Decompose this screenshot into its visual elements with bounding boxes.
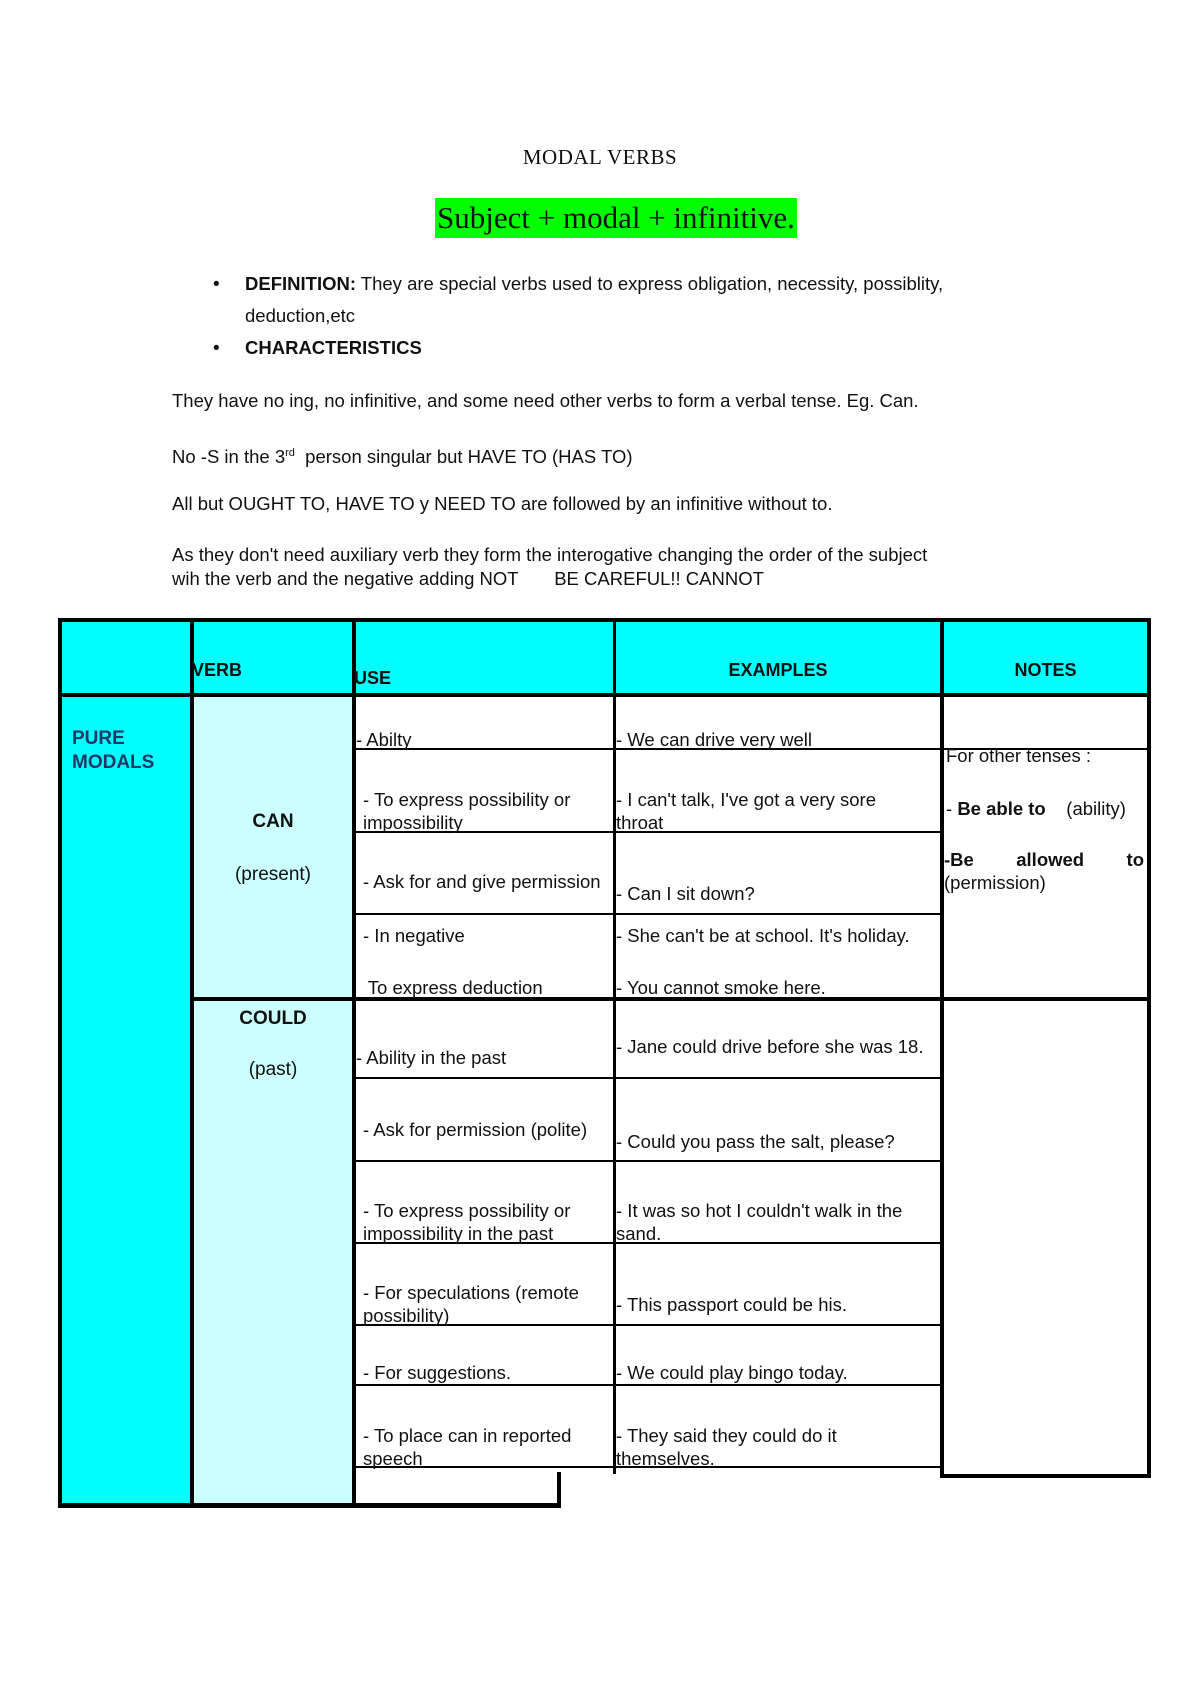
paragraph-2 xyxy=(172,441,1034,469)
notes-ability: - Be able to (ability) xyxy=(946,798,1126,819)
paragraph-4-line1: As they don't need auxiliary verb they form the interogative changing the order of the subject xyxy=(172,544,928,565)
notes-to: to xyxy=(1126,849,1144,870)
notes-allowed-word: allowed xyxy=(1016,849,1085,870)
header-verb: VERB xyxy=(192,660,243,680)
header-examples: EXAMPLES xyxy=(728,660,828,680)
example-cell: - She can't be at school. It's holiday. xyxy=(616,925,910,946)
example-cell: - Can I sit down? xyxy=(616,883,755,904)
notes-border-bottom xyxy=(942,1474,1151,1478)
characteristics-label: CHARACTERISTICS xyxy=(245,337,422,358)
bullet-dot: • xyxy=(213,274,220,295)
p2-after: person singular but HAVE TO (HAS TO) xyxy=(294,446,633,468)
example-cell: - They said they could do it themselves. xyxy=(616,1425,837,1469)
verb-could-tense: (past) xyxy=(248,1059,298,1080)
example-cell: - It was so hot I couldn't walk in the sand. xyxy=(616,1200,903,1244)
example-cell: - Jane could drive before she was 18. xyxy=(616,1036,924,1057)
table-border-bottom-left xyxy=(58,1503,561,1508)
use-cell: - To express possibility or impossibility xyxy=(363,789,571,833)
row-line xyxy=(356,913,940,915)
example-cell: - We could play bingo today. xyxy=(616,1362,848,1383)
header-use: USE xyxy=(354,668,392,688)
table-border-step xyxy=(557,1472,561,1508)
paragraph-4-line2: wih the verb and the negative adding NOT BE CAREFUL!! CANNOT xyxy=(172,568,764,589)
definition-text: They are special verbs used to express obligation, necessity, possiblity, deduction,etc xyxy=(245,273,944,326)
definition-label: DEFINITION: xyxy=(245,273,356,294)
use-cell: - To place can in reported speech xyxy=(363,1425,572,1469)
notes-allowed xyxy=(944,848,1144,871)
verb-can: CAN xyxy=(252,811,294,832)
p2-sup: rd xyxy=(285,447,295,459)
notes-intro: For other tenses : xyxy=(946,745,1091,766)
paragraph-3: All but OUGHT TO, HAVE TO y NEED TO are followed by an infinitive without to. xyxy=(172,493,833,514)
header-border-bottom xyxy=(58,693,1151,697)
category-modals: MODALS xyxy=(72,752,155,773)
example-cell: - We can drive very well xyxy=(616,729,813,750)
use-cell: - For suggestions. xyxy=(363,1362,512,1383)
table-border-right xyxy=(1147,618,1151,1478)
category-pure: PURE xyxy=(72,728,125,749)
formula-highlight: Subject + modal + infinitive. xyxy=(435,198,797,238)
category-column-bg xyxy=(62,697,190,1503)
header-notes: NOTES xyxy=(1014,660,1077,680)
use-cell: - Abilty xyxy=(356,729,412,750)
use-cell: - Ability in the past xyxy=(356,1047,507,1068)
table-border-top xyxy=(58,618,1151,622)
notes-ability-label: (ability) xyxy=(1066,798,1126,819)
example-cell: - I can't talk, I've got a very sore throat xyxy=(616,789,877,833)
table-border-left xyxy=(58,618,62,1508)
p2-before: No -S in the 3 xyxy=(172,446,286,468)
page-title: MODAL VERBS xyxy=(522,145,678,169)
use-cell: - Ask for permission (polite) xyxy=(363,1119,588,1140)
paragraph-1: They have no ing, no infinitive, and some need other verbs to form a verbal tense. Eg. Can. xyxy=(172,390,919,411)
use-cell: - In negative xyxy=(363,925,465,946)
verb-can-tense: (present) xyxy=(234,864,312,885)
use-cell: To express deduction xyxy=(363,977,543,998)
notes-be: -Be xyxy=(944,849,974,870)
bullet-dot: • xyxy=(213,338,220,359)
definition-bullet xyxy=(245,268,1045,332)
notes-be-able-to: Be able to xyxy=(957,798,1046,819)
col-line-4 xyxy=(940,618,944,1478)
row-line xyxy=(356,1384,940,1386)
use-cell: - Ask for and give permission xyxy=(363,871,601,892)
row-line xyxy=(356,1077,940,1079)
notes-permission-label: (permission) xyxy=(944,872,1046,893)
example-cell: - Could you pass the salt, please? xyxy=(616,1131,895,1152)
row-line xyxy=(356,1160,940,1162)
example-cell: - This passport could be his. xyxy=(616,1294,848,1315)
use-cell: - For speculations (remote possibility) xyxy=(363,1282,579,1326)
verb-could: COULD xyxy=(239,1008,307,1029)
example-cell: - You cannot smoke here. xyxy=(616,977,826,998)
use-cell: - To express possibility or impossibility in the past xyxy=(363,1200,571,1244)
